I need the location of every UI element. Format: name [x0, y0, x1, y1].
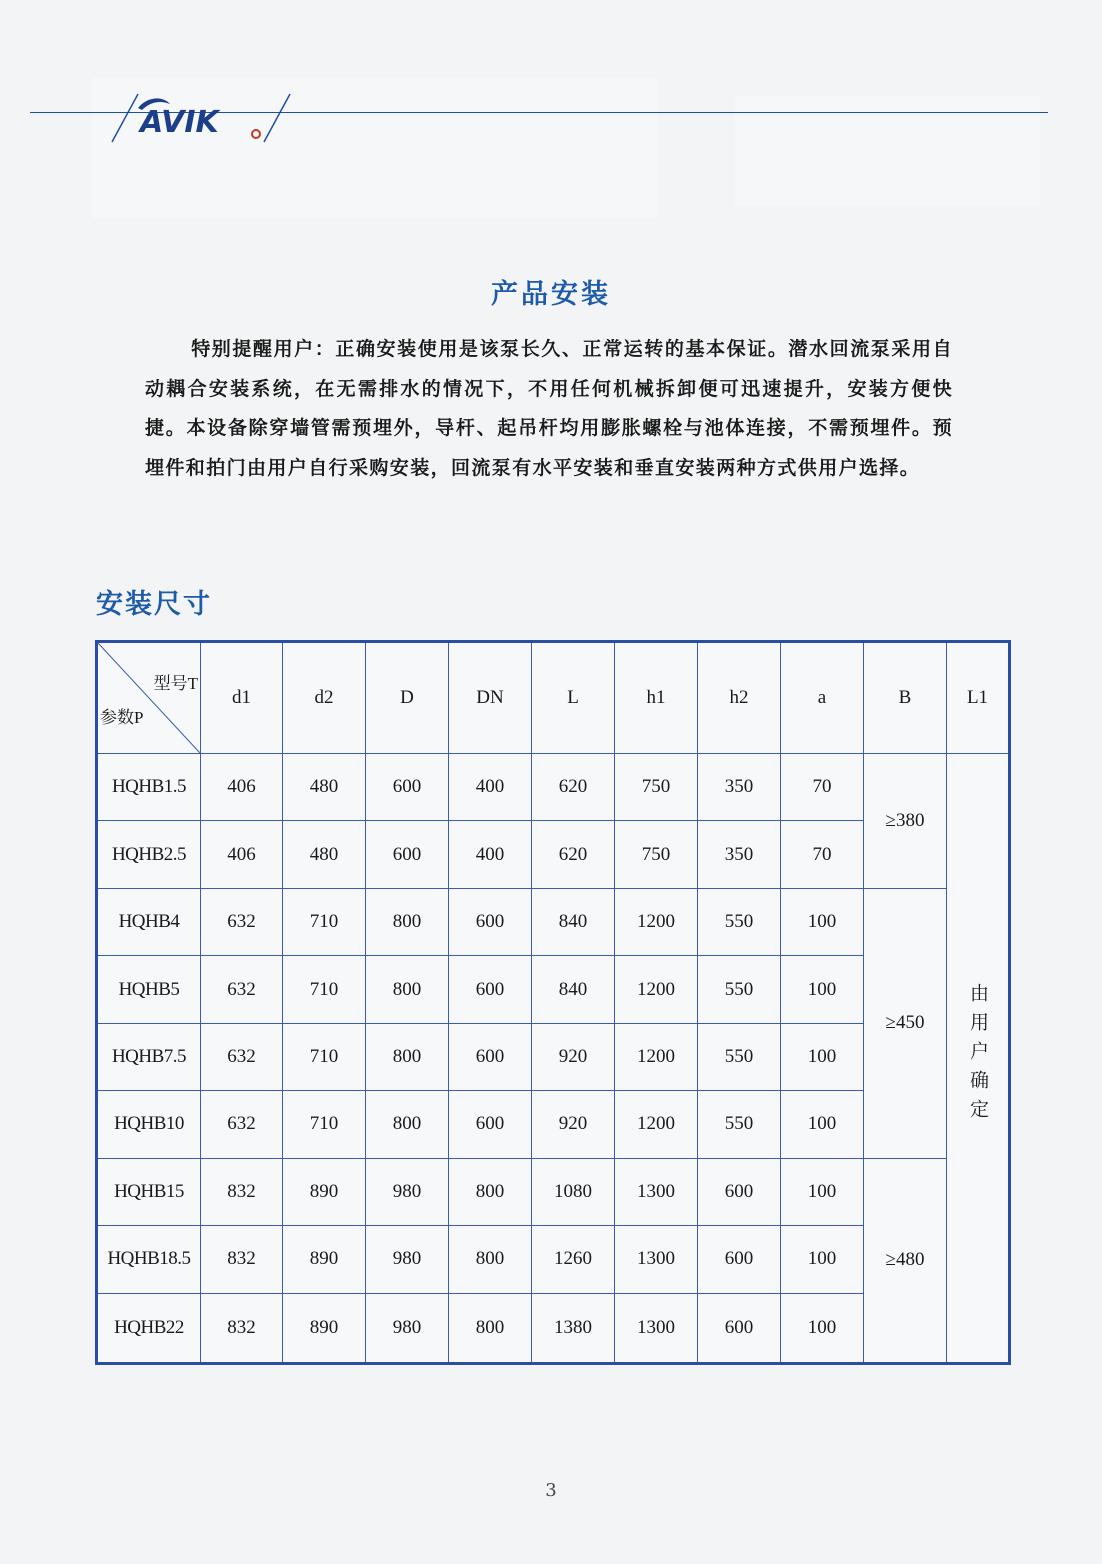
header-cell: h2 — [698, 642, 781, 754]
intro-text: 特别提醒用户：正确安装使用是该泵长久、正常运转的基本保证。潜水回流泵采用自动耦合安装系统，在无需排水的情况下，不用任何机械拆卸便可迅速提升，安装方便快捷。本设备除穿墙管需预埋外，导杆、起吊杆均用膨胀螺栓与池体连接，不需预埋件。预埋件和拍门由用户自行采购安装，回流泵有水平安装和垂直安装两种方式供用户选择。 — [145, 338, 953, 479]
header-cell: B — [864, 642, 947, 754]
value-cell: 750 — [615, 821, 698, 888]
value-cell: 920 — [532, 1023, 615, 1090]
model-cell: HQHB22 — [97, 1293, 201, 1364]
value-cell: 100 — [781, 888, 864, 955]
corner-header-cell — [97, 642, 201, 754]
model-cell: HQHB1.5 — [97, 754, 201, 821]
value-cell: 406 — [201, 821, 283, 888]
value-cell: 600 — [698, 1158, 781, 1225]
installation-dimension-table — [95, 640, 1011, 1365]
value-cell: 350 — [698, 754, 781, 821]
value-cell: 620 — [532, 821, 615, 888]
value-cell: 980 — [366, 1158, 449, 1225]
value-cell: 1260 — [532, 1226, 615, 1293]
header-cell: DN — [449, 642, 532, 754]
value-cell: 632 — [201, 1023, 283, 1090]
value-cell: 600 — [449, 956, 532, 1023]
value-cell: 70 — [781, 821, 864, 888]
value-cell: 710 — [283, 888, 366, 955]
model-cell: HQHB18.5 — [97, 1226, 201, 1293]
table-header-row — [97, 642, 1010, 754]
value-cell: 550 — [698, 1023, 781, 1090]
header-cell: h1 — [615, 642, 698, 754]
value-cell: 840 — [532, 956, 615, 1023]
header-cell: a — [781, 642, 864, 754]
value-cell: 100 — [781, 1158, 864, 1225]
value-cell: 832 — [201, 1158, 283, 1225]
model-cell: HQHB15 — [97, 1158, 201, 1225]
value-cell: 1200 — [615, 1091, 698, 1158]
corner-label-param: 参数P — [100, 708, 144, 727]
value-cell: 550 — [698, 888, 781, 955]
value-cell: 800 — [449, 1158, 532, 1225]
value-cell: 100 — [781, 956, 864, 1023]
value-cell: 632 — [201, 888, 283, 955]
value-cell: 406 — [201, 754, 283, 821]
page-number: 3 — [545, 1480, 557, 1501]
value-cell: 400 — [449, 821, 532, 888]
value-cell: 890 — [283, 1226, 366, 1293]
value-cell: 600 — [449, 888, 532, 955]
value-cell: 550 — [698, 956, 781, 1023]
l1-note-text: 由用户确定 — [967, 982, 988, 1128]
value-cell: 70 — [781, 754, 864, 821]
value-cell: 750 — [615, 754, 698, 821]
value-cell: 100 — [781, 1226, 864, 1293]
section-title: 安装尺寸 — [96, 589, 212, 620]
header-cell: L — [532, 642, 615, 754]
value-cell: 600 — [698, 1226, 781, 1293]
table-row — [97, 1158, 1010, 1225]
value-cell: 600 — [366, 821, 449, 888]
value-cell: 710 — [283, 1091, 366, 1158]
value-cell: 800 — [449, 1226, 532, 1293]
value-cell: 1300 — [615, 1158, 698, 1225]
value-cell: 620 — [532, 754, 615, 821]
l1-note-cell — [947, 754, 1010, 1364]
model-cell: HQHB5 — [97, 956, 201, 1023]
value-cell: 600 — [449, 1023, 532, 1090]
value-cell: 1200 — [615, 888, 698, 955]
value-cell: 600 — [366, 754, 449, 821]
b-range-cell: ≥450 — [864, 888, 947, 1158]
value-cell: 890 — [283, 1158, 366, 1225]
value-cell: 1200 — [615, 956, 698, 1023]
value-cell: 710 — [283, 956, 366, 1023]
value-cell: 600 — [698, 1293, 781, 1364]
value-cell: 100 — [781, 1091, 864, 1158]
intro-paragraph — [145, 330, 953, 488]
value-cell: 840 — [532, 888, 615, 955]
header-cell: d1 — [201, 642, 283, 754]
value-cell: 632 — [201, 956, 283, 1023]
value-cell: 480 — [283, 821, 366, 888]
value-cell: 800 — [366, 1023, 449, 1090]
value-cell: 832 — [201, 1293, 283, 1364]
value-cell: 100 — [781, 1293, 864, 1364]
table-row — [97, 754, 1010, 821]
value-cell: 800 — [366, 1091, 449, 1158]
value-cell: 1380 — [532, 1293, 615, 1364]
value-cell: 350 — [698, 821, 781, 888]
model-cell: HQHB2.5 — [97, 821, 201, 888]
value-cell: 1200 — [615, 1023, 698, 1090]
value-cell: 920 — [532, 1091, 615, 1158]
value-cell: 480 — [283, 754, 366, 821]
value-cell: 890 — [283, 1293, 366, 1364]
value-cell: 550 — [698, 1091, 781, 1158]
value-cell: 980 — [366, 1293, 449, 1364]
value-cell: 980 — [366, 1226, 449, 1293]
value-cell: 1300 — [615, 1293, 698, 1364]
value-cell: 1080 — [532, 1158, 615, 1225]
value-cell: 832 — [201, 1226, 283, 1293]
svg-text:AVIK: AVIK — [140, 105, 219, 140]
value-cell: 100 — [781, 1023, 864, 1090]
header-cell: d2 — [283, 642, 366, 754]
value-cell: 400 — [449, 754, 532, 821]
corner-label-model: 型号T — [153, 674, 198, 693]
model-cell: HQHB10 — [97, 1091, 201, 1158]
model-cell: HQHB7.5 — [97, 1023, 201, 1090]
value-cell: 800 — [366, 888, 449, 955]
value-cell: 800 — [449, 1293, 532, 1364]
value-cell: 710 — [283, 1023, 366, 1090]
b-range-cell: ≥380 — [864, 754, 947, 889]
value-cell: 1300 — [615, 1226, 698, 1293]
page-title: 产品安装 — [491, 279, 611, 310]
header-cell: L1 — [947, 642, 1010, 754]
b-range-cell: ≥480 — [864, 1158, 947, 1363]
avik-logo — [108, 92, 293, 144]
model-cell: HQHB4 — [97, 888, 201, 955]
value-cell: 600 — [449, 1091, 532, 1158]
table-row — [97, 888, 1010, 955]
header-cell: D — [366, 642, 449, 754]
value-cell: 800 — [366, 956, 449, 1023]
value-cell: 632 — [201, 1091, 283, 1158]
